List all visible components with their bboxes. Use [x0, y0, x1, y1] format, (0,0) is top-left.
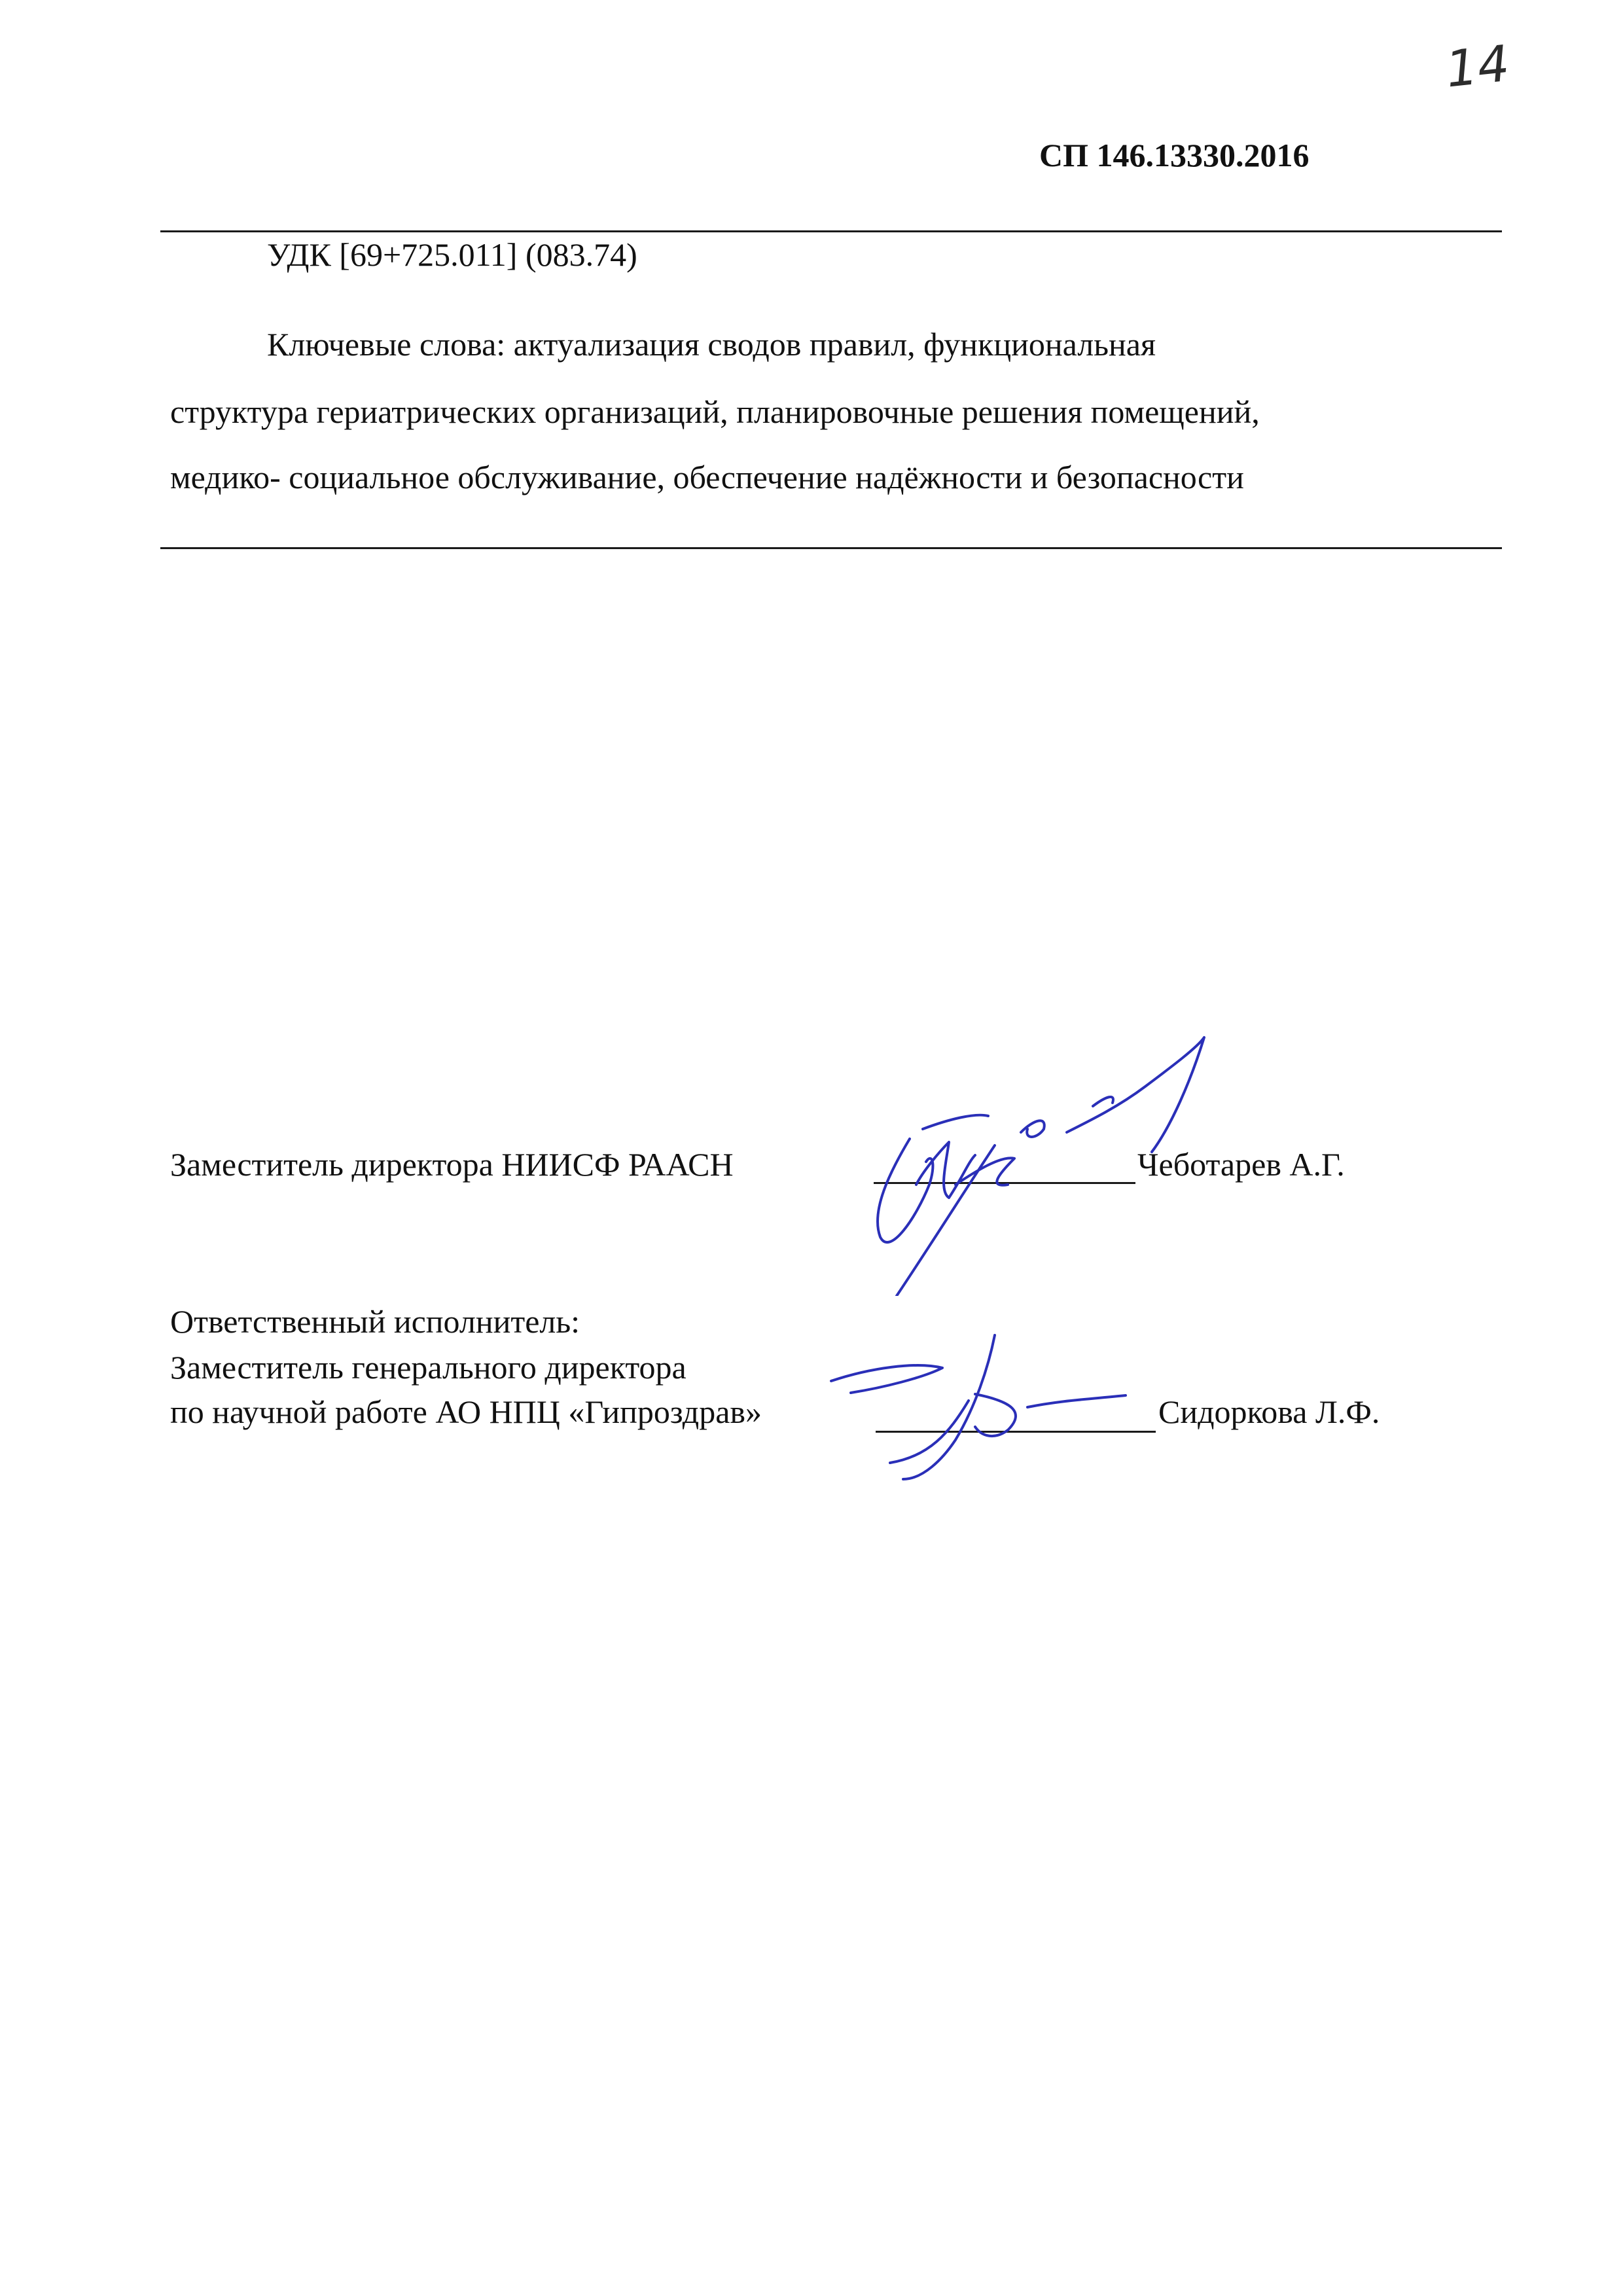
- udk-classification: УДК [69+725.011] (083.74): [267, 236, 637, 273]
- signatory-1-name: Чеботарев А.Г.: [1137, 1146, 1345, 1183]
- signatory-1-position: Заместитель директора НИИСФ РААСН: [170, 1146, 734, 1183]
- signature-1-handwriting: [818, 1021, 1224, 1296]
- top-divider: [160, 230, 1502, 232]
- page-number: 14: [1443, 33, 1512, 99]
- keywords-line-1: Ключевые слова: актуализация сводов правил, функциональная: [267, 326, 1156, 363]
- bottom-divider: [160, 547, 1502, 549]
- signatory-2-position-line-1: Заместитель генерального директора: [170, 1349, 687, 1386]
- signatory-2-position-line-2: по научной работе АО НПЦ «Гипроздрав»: [170, 1393, 762, 1430]
- keywords-line-2: структура гериатрических организаций, планировочные решения помещений,: [170, 393, 1260, 430]
- keywords-line-3: медико- социальное обслуживание, обеспечение надёжности и безопасности: [170, 459, 1244, 495]
- signatory-2-name: Сидоркова Л.Ф.: [1158, 1393, 1380, 1430]
- signature-2-handwriting: [812, 1322, 1152, 1492]
- responsible-executor-label: Ответственный исполнитель:: [170, 1303, 580, 1340]
- document-code: СП 146.13330.2016: [1039, 137, 1310, 173]
